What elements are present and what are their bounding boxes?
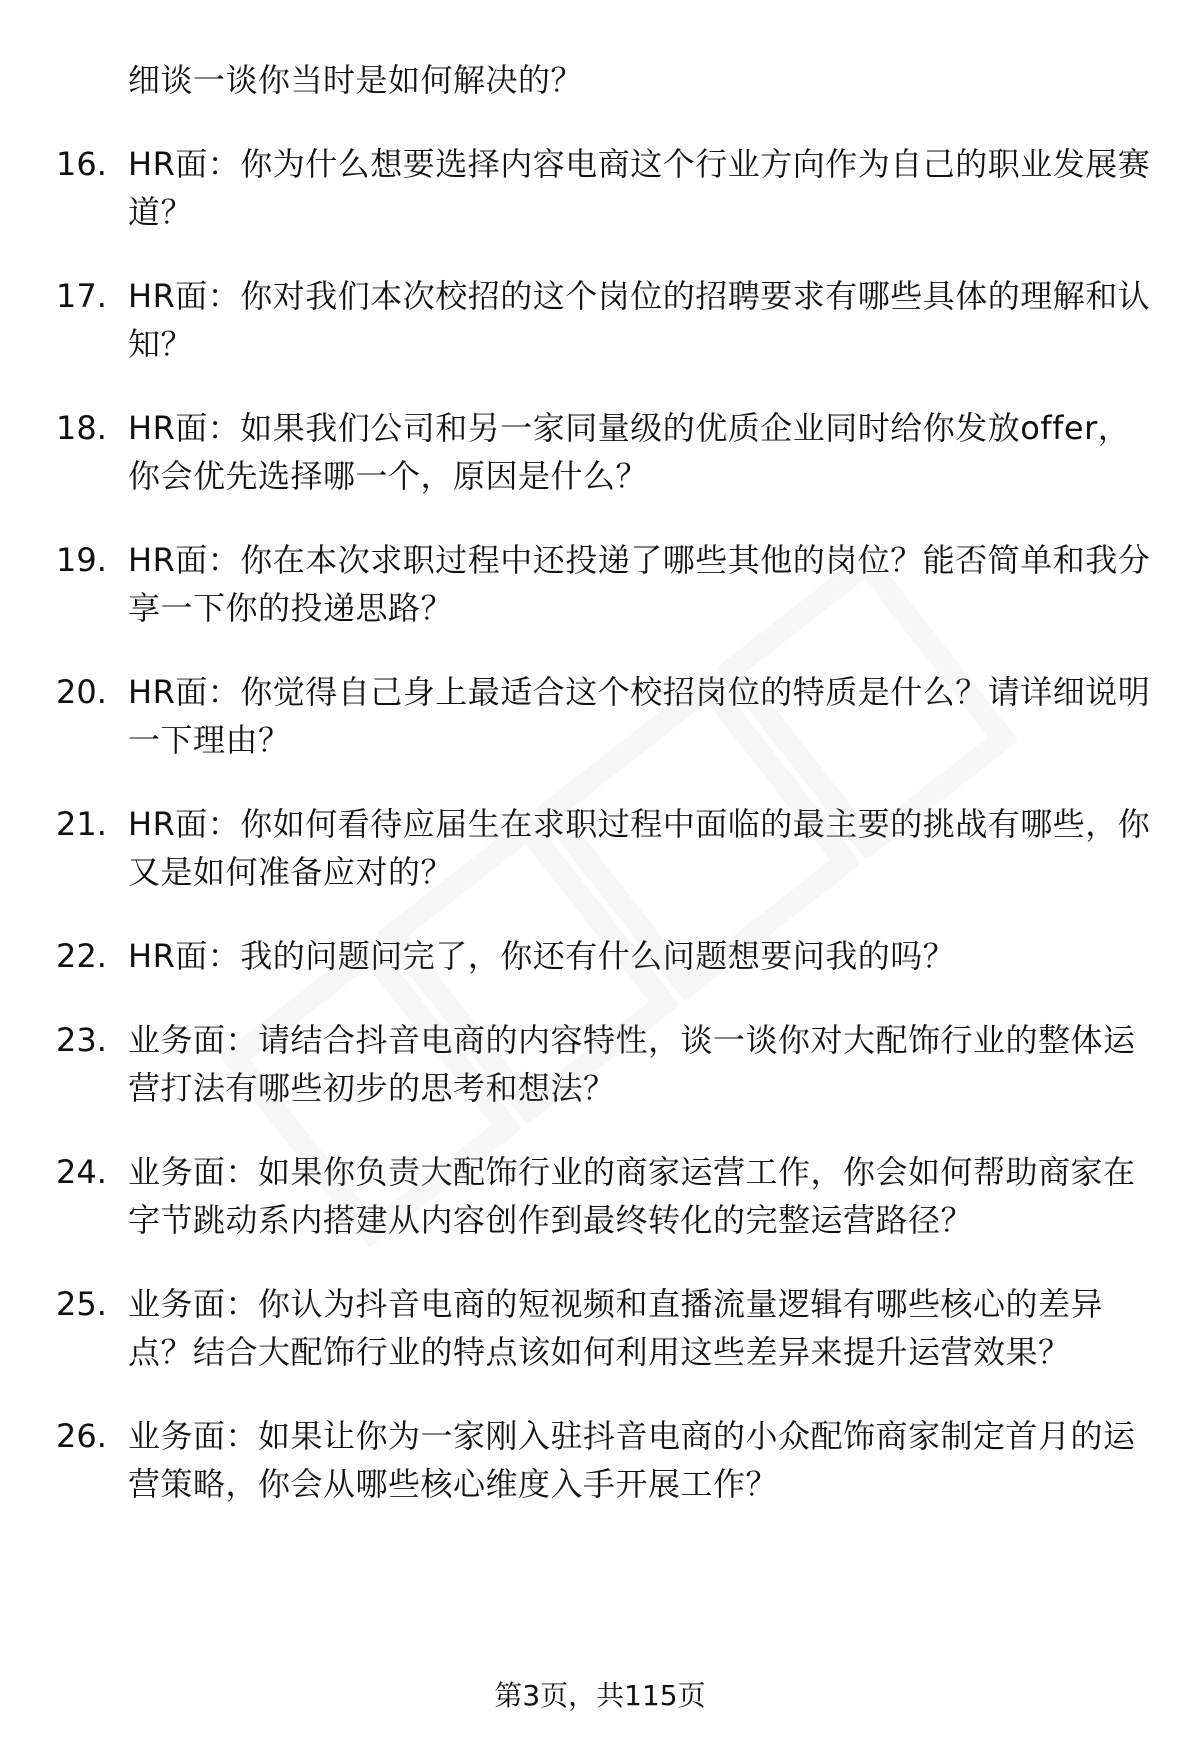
list-item	[56, 536, 1156, 632]
list-item	[56, 272, 1156, 368]
item-text: 业务面：请结合抖音电商的内容特性，谈一谈你对大配饰行业的整体运营打法有哪些初步的思考和想法？	[128, 1021, 1136, 1107]
item-text: 业务面：如果你负责大配饰行业的商家运营工作，你会如何帮助商家在字节跳动系内搭建从内容创作到最终转化的完整运营路径？	[128, 1153, 1136, 1239]
list-item	[56, 1016, 1156, 1112]
list-item	[56, 1412, 1156, 1508]
item-number: 21.	[56, 805, 107, 843]
item-number: 20.	[56, 673, 107, 711]
item-number: 26.	[56, 1417, 107, 1455]
item-text: 业务面：如果让你为一家刚入驻抖音电商的小众配饰商家制定首月的运营策略，你会从哪些核心维度入手开展工作？	[128, 1417, 1136, 1503]
item-text: HR面：我的问题问完了，你还有什么问题想要问我的吗？	[128, 937, 956, 975]
item-text: HR面：你如何看待应届生在求职过程中面临的最主要的挑战有哪些，你又是如何准备应对的？	[128, 805, 1151, 891]
item-number: 22.	[56, 937, 107, 975]
list-item	[56, 668, 1156, 764]
list-item	[56, 1280, 1156, 1376]
item-number: 25.	[56, 1285, 107, 1323]
page-number-footer: 第3页，共115页	[494, 1679, 706, 1712]
item-number: 16.	[56, 145, 107, 183]
item-number: 24.	[56, 1153, 107, 1191]
item-text: HR面：你觉得自己身上最适合这个校招岗位的特质是什么？请详细说明一下理由？	[128, 673, 1151, 759]
list-item	[56, 140, 1156, 236]
list-item	[56, 932, 1156, 980]
item-text: HR面：你为什么想要选择内容电商这个行业方向作为自己的职业发展赛道？	[128, 145, 1151, 231]
item-text: 业务面：你认为抖音电商的短视频和直播流量逻辑有哪些核心的差异点？结合大配饰行业的特点该如何利用这些差异来提升运营效果？	[128, 1285, 1104, 1371]
item-number: 17.	[56, 277, 107, 315]
continuation-text: 细谈一谈你当时是如何解决的？	[128, 61, 584, 99]
item-text: HR面：如果我们公司和另一家同量级的优质企业同时给你发放offer，你会优先选择哪一个，原因是什么？	[128, 409, 1131, 495]
item-text: HR面：你在本次求职过程中还投递了哪些其他的岗位？能否简单和我分享一下你的投递思路？	[128, 541, 1151, 627]
item-number: 23.	[56, 1021, 107, 1059]
question-list	[56, 140, 1156, 1508]
list-item	[56, 1148, 1156, 1244]
item-number: 19.	[56, 541, 107, 579]
item-number: 18.	[56, 409, 107, 447]
list-item	[56, 800, 1156, 896]
item-text: HR面：你对我们本次校招的这个岗位的招聘要求有哪些具体的理解和认知？	[128, 277, 1151, 363]
list-item	[56, 404, 1156, 500]
